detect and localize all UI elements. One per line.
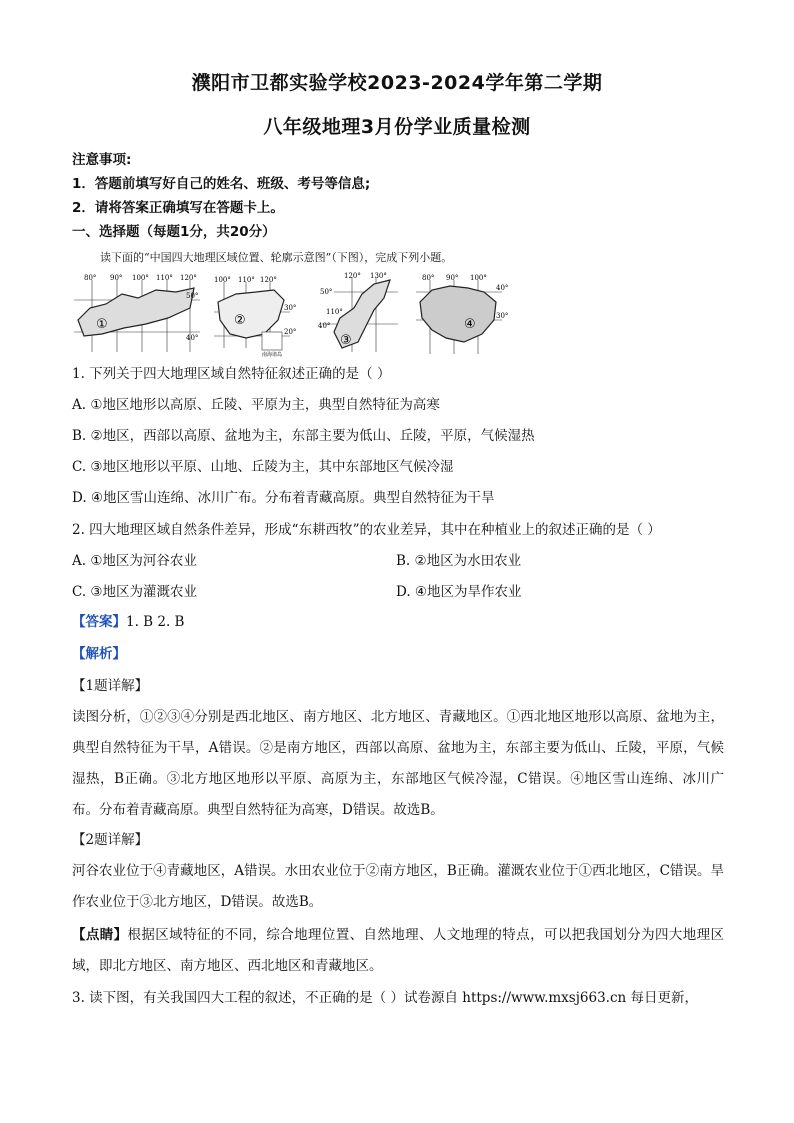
tip-label: 【点睛】 <box>72 927 128 943</box>
svg-text:100°: 100° <box>132 274 149 282</box>
q1-option-a: A. ①地区地形以高原、丘陵、平原为主，典型自然特征为高寒 <box>72 397 440 413</box>
svg-text:100°: 100° <box>214 276 231 284</box>
notice-item-1: 1．答题前填写好自己的姓名、班级、考号等信息; <box>72 176 371 192</box>
q2-option-a: A. ①地区为河谷农业 <box>72 553 197 569</box>
map-qinghai-tibet <box>416 274 508 354</box>
svg-text:40°: 40° <box>318 322 331 330</box>
q1-stem: 1. 下列关于四大地理区域自然特征叙述正确的是（ ） <box>72 366 391 382</box>
svg-text:50°: 50° <box>320 288 333 296</box>
svg-text:40°: 40° <box>496 284 509 292</box>
map3-marker: ③ <box>340 333 352 348</box>
section-heading: 一、选择题（每题1分，共20分） <box>72 224 276 240</box>
section-intro: 读下面的“中国四大地理区域位置、轮廓示意图”（下图），完成下列小题。 <box>100 251 453 264</box>
q2-stem: 2. 四大地理区域自然条件差异，形成“东耕西牧”的农业差异，其中在种植业上的叙述正确的是（ ） <box>72 522 661 538</box>
svg-text:20°: 20° <box>284 328 297 336</box>
svg-text:120°: 120° <box>180 274 197 282</box>
map1-marker: ① <box>96 317 108 332</box>
svg-text:120°: 120° <box>260 276 277 284</box>
svg-text:120°: 120° <box>344 272 361 280</box>
q2-option-d: D. ④地区为旱作农业 <box>396 584 522 600</box>
svg-text:100°: 100° <box>470 274 487 282</box>
svg-text:30°: 30° <box>496 312 509 320</box>
answer-line <box>72 612 724 632</box>
detail-1-text: 读图分析，①②③④分别是西北地区、南方地区、北方地区、青藏地区。①西北地区地形以高原、盆地为主，典型自然特征为干旱，A错误。②是南方地区，西部以高原、盆地为主，东部主要为低山、丘陵，平原，气候湿热，B正确。③北方地区地形以平原、高原为主，东部地区气候冷湿，C错误。④地区雪山连绵、冰川广布。分布着青藏高原。典型自然特征为高寒，D错误。故选B。 <box>72 709 724 818</box>
map-northwest <box>74 274 200 352</box>
map-south <box>214 276 296 358</box>
svg-text:80°: 80° <box>422 274 435 282</box>
detail-2-text: 河谷农业位于④青藏地区，A错误。水田农业位于②南方地区，B正确。灌溉农业位于①西北地区，C错误。旱作农业位于③北方地区，D错误。故选B。 <box>72 863 724 910</box>
map4-marker: ④ <box>464 317 476 332</box>
svg-text:130°: 130° <box>370 272 387 280</box>
svg-text:90°: 90° <box>110 274 123 282</box>
svg-text:30°: 30° <box>284 304 297 312</box>
q3-stem: 3. 读下图，有关我国四大工程的叙述，不正确的是（ ）试卷源自 https://www.mxsj663.cn 每日更新， <box>72 990 699 1006</box>
tip-text: 根据区域特征的不同，综合地理位置、自然地理、人文地理的特点，可以把我国划分为四大地理区域，即北方地区、南方地区、西北地区和青藏地区。 <box>72 927 725 974</box>
detail-2-label: 【2题详解】 <box>72 832 149 848</box>
notice-heading: 注意事项: <box>72 152 132 168</box>
title-line-1: 濮阳市卫都实验学校2023-2024学年第二学期 <box>191 72 603 94</box>
map-north <box>318 272 398 352</box>
svg-text:110°: 110° <box>326 308 343 316</box>
svg-text:90°: 90° <box>446 274 459 282</box>
detail-1-label: 【1题详解】 <box>72 678 149 694</box>
q1-option-b: B. ②地区，西部以高原、盆地为主，东部主要为低山、丘陵，平原，气候湿热 <box>72 428 535 444</box>
regions-map-figure <box>72 272 512 358</box>
analysis-label: 【解析】 <box>72 646 126 662</box>
svg-text:110°: 110° <box>156 274 173 282</box>
svg-text:50°: 50° <box>186 292 199 300</box>
svg-text:110°: 110° <box>238 276 255 284</box>
title-line-2: 八年级地理3月份学业质量检测 <box>263 116 531 138</box>
svg-text:80°: 80° <box>84 274 97 282</box>
svg-text:南海诸岛: 南海诸岛 <box>262 352 283 358</box>
q2-option-b: B. ②地区为水田农业 <box>396 553 522 569</box>
q2-option-c: C. ③地区为灌溉农业 <box>72 584 198 600</box>
answer-label: 【答案】 <box>72 614 126 630</box>
q1-option-c: C. ③地区地形以平原、山地、丘陵为主，其中东部地区气候冷湿 <box>72 459 454 475</box>
svg-text:40°: 40° <box>186 334 199 342</box>
notice-item-2: 2．请将答案正确填写在答题卡上。 <box>72 200 284 216</box>
answer-text: 1. B 2. B <box>126 614 185 630</box>
tip-paragraph <box>72 920 724 982</box>
q1-option-d: D. ④地区雪山连绵、冰川广布。分布着青藏高原。典型自然特征为干旱 <box>72 490 495 506</box>
map2-marker: ② <box>234 313 246 328</box>
